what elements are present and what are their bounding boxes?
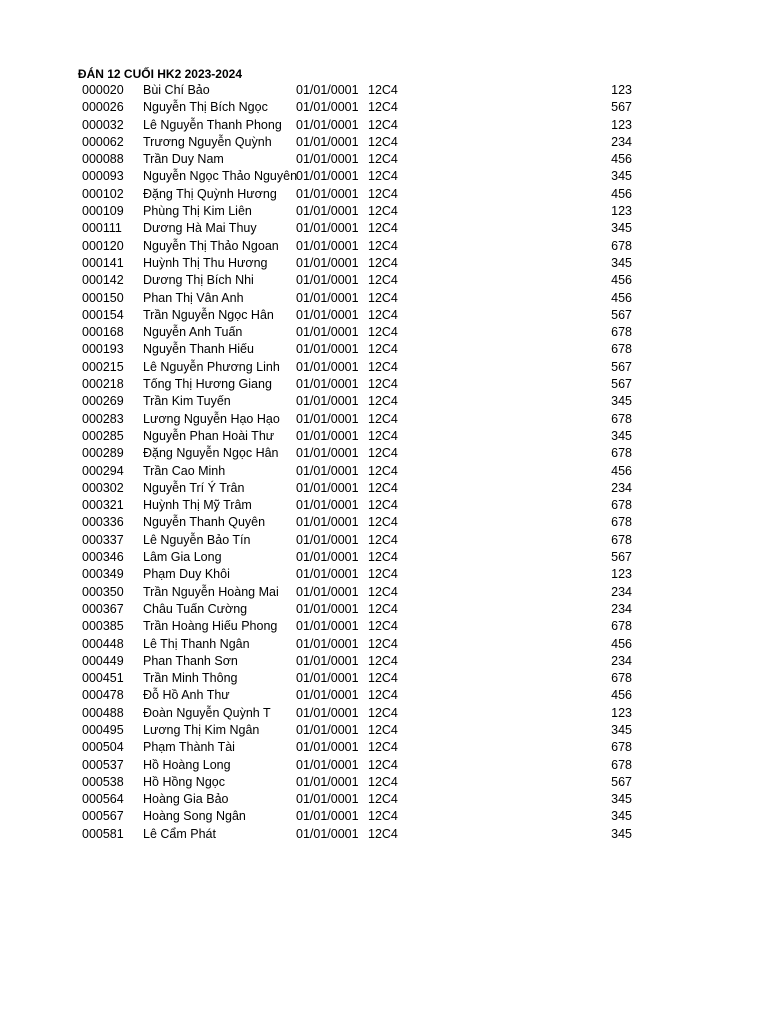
student-name-cell: Lương Thị Kim Ngân: [143, 722, 260, 737]
exam-code-cell: 345: [611, 722, 632, 737]
table-row: [0, 757, 768, 774]
birth-date-cell: 01/01/0001: [296, 480, 359, 495]
table-row: [0, 566, 768, 583]
student-id-cell: 000448: [82, 636, 124, 651]
birth-date-cell: 01/01/0001: [296, 792, 359, 807]
birth-date-cell: 01/01/0001: [296, 342, 359, 357]
exam-code-cell: 123: [611, 117, 632, 132]
birth-date-cell: 01/01/0001: [296, 826, 359, 841]
birth-date-cell: 01/01/0001: [296, 601, 359, 616]
student-id-cell: 000026: [82, 100, 124, 115]
exam-code-cell: 234: [611, 601, 632, 616]
birth-date-cell: 01/01/0001: [296, 152, 359, 167]
class-cell: 12C4: [368, 204, 398, 219]
birth-date-cell: 01/01/0001: [296, 774, 359, 789]
class-cell: 12C4: [368, 826, 398, 841]
table-row: [0, 272, 768, 289]
student-name-cell: Phan Thị Vân Anh: [143, 290, 244, 305]
birth-date-cell: 01/01/0001: [296, 238, 359, 253]
table-row: [0, 514, 768, 531]
class-cell: 12C4: [368, 567, 398, 582]
student-id-cell: 000142: [82, 273, 124, 288]
student-name-cell: Nguyễn Ngọc Thảo Nguyên: [143, 169, 298, 184]
exam-code-cell: 678: [611, 446, 632, 461]
student-id-cell: 000150: [82, 290, 124, 305]
exam-code-cell: 123: [611, 204, 632, 219]
table-row: [0, 117, 768, 134]
exam-code-cell: 345: [611, 169, 632, 184]
class-cell: 12C4: [368, 255, 398, 270]
birth-date-cell: 01/01/0001: [296, 653, 359, 668]
table-row: [0, 151, 768, 168]
student-id-cell: 000451: [82, 671, 124, 686]
student-name-cell: Lê Nguyễn Bảo Tín: [143, 532, 251, 547]
birth-date-cell: 01/01/0001: [296, 255, 359, 270]
student-id-cell: 000337: [82, 532, 124, 547]
student-name-cell: Hồ Hồng Ngọc: [143, 774, 225, 789]
exam-code-cell: 345: [611, 394, 632, 409]
student-name-cell: Đặng Nguyễn Ngọc Hân: [143, 446, 279, 461]
student-id-cell: 000294: [82, 463, 124, 478]
exam-code-cell: 345: [611, 428, 632, 443]
class-cell: 12C4: [368, 290, 398, 305]
table-row: [0, 324, 768, 341]
student-id-cell: 000349: [82, 567, 124, 582]
student-id-cell: 000567: [82, 809, 124, 824]
birth-date-cell: 01/01/0001: [296, 394, 359, 409]
birth-date-cell: 01/01/0001: [296, 307, 359, 322]
student-name-cell: Lê Nguyễn Phương Linh: [143, 359, 280, 374]
student-id-cell: 000141: [82, 255, 124, 270]
birth-date-cell: 01/01/0001: [296, 100, 359, 115]
class-cell: 12C4: [368, 619, 398, 634]
student-name-cell: Nguyễn Thị Bích Ngọc: [143, 100, 268, 115]
class-cell: 12C4: [368, 238, 398, 253]
student-name-cell: Tống Thị Hương Giang: [143, 377, 272, 392]
class-cell: 12C4: [368, 757, 398, 772]
exam-code-cell: 123: [611, 567, 632, 582]
birth-date-cell: 01/01/0001: [296, 221, 359, 236]
exam-code-cell: 456: [611, 152, 632, 167]
exam-code-cell: 678: [611, 238, 632, 253]
sheet-title-text: ĐÁN 12 CUỐI HK2 2023-2024: [77, 67, 242, 81]
table-row: [0, 497, 768, 514]
student-name-cell: Nguyễn Trí Ý Trân: [143, 480, 245, 495]
birth-date-cell: 01/01/0001: [296, 290, 359, 305]
table-row: [0, 376, 768, 393]
exam-code-cell: 234: [611, 134, 632, 149]
exam-code-cell: 234: [611, 653, 632, 668]
exam-code-cell: 234: [611, 584, 632, 599]
table-row: [0, 186, 768, 203]
table-row: [0, 549, 768, 566]
student-name-cell: Lê Thị Thanh Ngân: [143, 636, 250, 651]
birth-date-cell: 01/01/0001: [296, 671, 359, 686]
student-id-cell: 000321: [82, 498, 124, 513]
student-id-cell: 000154: [82, 307, 124, 322]
class-cell: 12C4: [368, 325, 398, 340]
birth-date-cell: 01/01/0001: [296, 83, 359, 97]
student-name-cell: Huỳnh Thị Mỹ Trâm: [143, 498, 252, 513]
student-id-cell: 000385: [82, 619, 124, 634]
exam-code-cell: 678: [611, 342, 632, 357]
student-id-cell: 000581: [82, 826, 124, 841]
table-row: [0, 722, 768, 739]
exam-code-cell: 678: [611, 515, 632, 530]
student-id-cell: 000478: [82, 688, 124, 703]
class-cell: 12C4: [368, 601, 398, 616]
table-row: [0, 808, 768, 825]
birth-date-cell: 01/01/0001: [296, 204, 359, 219]
student-name-cell: Bùi Chí Bảo: [143, 83, 210, 97]
class-cell: 12C4: [368, 221, 398, 236]
student-id-cell: 000032: [82, 117, 124, 132]
exam-code-cell: 678: [611, 532, 632, 547]
birth-date-cell: 01/01/0001: [296, 688, 359, 703]
exam-code-cell: 456: [611, 688, 632, 703]
exam-code-cell: 456: [611, 463, 632, 478]
student-id-cell: 000102: [82, 186, 124, 201]
table-row: [0, 428, 768, 445]
class-cell: 12C4: [368, 117, 398, 132]
student-id-cell: 000289: [82, 446, 124, 461]
exam-code-cell: 123: [611, 83, 632, 97]
student-name-cell: Nguyễn Thanh Quyên: [143, 515, 266, 530]
sheet-title: [0, 66, 280, 82]
student-id-cell: 000564: [82, 792, 124, 807]
student-name-cell: Đỗ Hồ Anh Thư: [143, 688, 230, 703]
student-name-cell: Trần Cao Minh: [143, 463, 226, 478]
student-id-cell: 000285: [82, 428, 124, 443]
exam-code-cell: 123: [611, 705, 632, 720]
student-id-cell: 000020: [82, 83, 124, 97]
table-row: [0, 687, 768, 704]
class-cell: 12C4: [368, 550, 398, 565]
student-id-cell: 000350: [82, 584, 124, 599]
table-row: [0, 238, 768, 255]
table-row: [0, 618, 768, 635]
exam-code-cell: 456: [611, 636, 632, 651]
table-row: [0, 653, 768, 670]
birth-date-cell: 01/01/0001: [296, 567, 359, 582]
birth-date-cell: 01/01/0001: [296, 411, 359, 426]
class-cell: 12C4: [368, 134, 398, 149]
birth-date-cell: 01/01/0001: [296, 134, 359, 149]
table-row: [0, 584, 768, 601]
birth-date-cell: 01/01/0001: [296, 186, 359, 201]
student-name-cell: Trần Minh Thông: [143, 671, 238, 686]
class-cell: 12C4: [368, 359, 398, 374]
class-cell: 12C4: [368, 100, 398, 115]
class-cell: 12C4: [368, 774, 398, 789]
table-row: [0, 411, 768, 428]
exam-code-cell: 456: [611, 290, 632, 305]
exam-code-cell: 678: [611, 757, 632, 772]
birth-date-cell: 01/01/0001: [296, 532, 359, 547]
student-id-cell: 000215: [82, 359, 124, 374]
class-cell: 12C4: [368, 498, 398, 513]
student-name-cell: Phạm Duy Khôi: [143, 567, 230, 582]
class-cell: 12C4: [368, 273, 398, 288]
table-row: [0, 636, 768, 653]
student-name-cell: Lương Nguyễn Hạo Hạo: [143, 411, 280, 426]
birth-date-cell: 01/01/0001: [296, 722, 359, 737]
table-row: [0, 739, 768, 756]
student-name-cell: Nguyễn Thanh Hiếu: [143, 342, 254, 357]
table-row: [0, 532, 768, 549]
birth-date-cell: 01/01/0001: [296, 584, 359, 599]
student-name-cell: Phạm Thành Tài: [143, 740, 235, 755]
class-cell: 12C4: [368, 705, 398, 720]
student-id-cell: 000109: [82, 204, 124, 219]
student-name-cell: Trần Kim Tuyến: [143, 394, 231, 409]
student-name-cell: Lê Cẩm Phát: [143, 826, 216, 841]
student-id-cell: 000302: [82, 480, 124, 495]
birth-date-cell: 01/01/0001: [296, 169, 359, 184]
class-cell: 12C4: [368, 636, 398, 651]
exam-code-cell: 678: [611, 619, 632, 634]
exam-code-cell: 345: [611, 221, 632, 236]
table-row: [0, 168, 768, 185]
student-id-cell: 000538: [82, 774, 124, 789]
exam-code-cell: 345: [611, 809, 632, 824]
student-name-cell: Lâm Gia Long: [143, 550, 222, 565]
student-id-cell: 000120: [82, 238, 124, 253]
table-row: [0, 601, 768, 618]
student-name-cell: Trần Nguyễn Hoàng Mai: [143, 584, 279, 599]
table-row: [0, 791, 768, 808]
exam-code-cell: 345: [611, 255, 632, 270]
student-id-cell: 000537: [82, 757, 124, 772]
table-row: [0, 203, 768, 220]
birth-date-cell: 01/01/0001: [296, 428, 359, 443]
birth-date-cell: 01/01/0001: [296, 325, 359, 340]
class-cell: 12C4: [368, 671, 398, 686]
exam-code-cell: 345: [611, 792, 632, 807]
class-cell: 12C4: [368, 688, 398, 703]
exam-code-cell: 456: [611, 186, 632, 201]
student-name-cell: Nguyễn Phan Hoài Thư: [143, 428, 275, 443]
birth-date-cell: 01/01/0001: [296, 515, 359, 530]
exam-code-cell: 456: [611, 273, 632, 288]
table-row: [0, 99, 768, 116]
birth-date-cell: 01/01/0001: [296, 273, 359, 288]
student-id-cell: 000488: [82, 705, 124, 720]
exam-code-cell: 567: [611, 359, 632, 374]
table-row: [0, 341, 768, 358]
birth-date-cell: 01/01/0001: [296, 740, 359, 755]
student-id-cell: 000283: [82, 411, 124, 426]
class-cell: 12C4: [368, 740, 398, 755]
student-id-cell: 000449: [82, 653, 124, 668]
table-row: [0, 290, 768, 307]
student-table: [0, 82, 768, 843]
exam-code-cell: 345: [611, 826, 632, 841]
table-row: [0, 774, 768, 791]
birth-date-cell: 01/01/0001: [296, 359, 359, 374]
table-row: [0, 826, 768, 843]
table-row: [0, 445, 768, 462]
birth-date-cell: 01/01/0001: [296, 705, 359, 720]
class-cell: 12C4: [368, 809, 398, 824]
class-cell: 12C4: [368, 653, 398, 668]
table-row: [0, 480, 768, 497]
class-cell: 12C4: [368, 446, 398, 461]
student-id-cell: 000336: [82, 515, 124, 530]
student-id-cell: 000346: [82, 550, 124, 565]
student-name-cell: Đặng Thị Quỳnh Hương: [143, 186, 277, 201]
table-row: [0, 393, 768, 410]
class-cell: 12C4: [368, 411, 398, 426]
exam-code-cell: 567: [611, 100, 632, 115]
birth-date-cell: 01/01/0001: [296, 117, 359, 132]
class-cell: 12C4: [368, 152, 398, 167]
student-name-cell: Nguyễn Anh Tuấn: [143, 325, 243, 340]
exam-code-cell: 678: [611, 411, 632, 426]
birth-date-cell: 01/01/0001: [296, 619, 359, 634]
student-id-cell: 000111: [82, 221, 122, 236]
student-id-cell: 000367: [82, 601, 124, 616]
birth-date-cell: 01/01/0001: [296, 757, 359, 772]
student-id-cell: 000088: [82, 152, 124, 167]
table-row: [0, 307, 768, 324]
table-row: [0, 220, 768, 237]
student-id-cell: 000193: [82, 342, 124, 357]
exam-code-cell: 678: [611, 740, 632, 755]
table-row: [0, 134, 768, 151]
birth-date-cell: 01/01/0001: [296, 550, 359, 565]
exam-code-cell: 567: [611, 774, 632, 789]
student-name-cell: Lê Nguyễn Thanh Phong: [143, 117, 282, 132]
exam-code-cell: 567: [611, 377, 632, 392]
student-name-cell: Dương Hà Mai Thuy: [143, 221, 257, 236]
class-cell: 12C4: [368, 394, 398, 409]
student-id-cell: 000495: [82, 722, 124, 737]
student-name-cell: Trần Nguyễn Ngọc Hân: [143, 307, 274, 322]
class-cell: 12C4: [368, 342, 398, 357]
student-id-cell: 000062: [82, 134, 124, 149]
student-id-cell: 000168: [82, 325, 124, 340]
student-name-cell: Đoàn Nguyễn Quỳnh T: [143, 705, 271, 720]
class-cell: 12C4: [368, 186, 398, 201]
class-cell: 12C4: [368, 307, 398, 322]
class-cell: 12C4: [368, 463, 398, 478]
student-id-cell: 000093: [82, 169, 124, 184]
student-name-cell: Phùng Thị Kim Liên: [143, 204, 252, 219]
exam-code-cell: 678: [611, 325, 632, 340]
student-name-cell: Dương Thị Bích Nhi: [143, 273, 254, 288]
class-cell: 12C4: [368, 83, 398, 97]
exam-code-cell: 678: [611, 498, 632, 513]
class-cell: 12C4: [368, 515, 398, 530]
table-row: [0, 359, 768, 376]
exam-code-cell: 234: [611, 480, 632, 495]
student-id-cell: 000504: [82, 740, 124, 755]
student-id-cell: 000269: [82, 394, 124, 409]
class-cell: 12C4: [368, 169, 398, 184]
student-name-cell: Phan Thanh Sơn: [143, 653, 238, 668]
exam-code-cell: 567: [611, 550, 632, 565]
student-name-cell: Châu Tuấn Cường: [143, 601, 248, 616]
table-row: [0, 705, 768, 722]
student-name-cell: Trương Nguyễn Quỳnh: [143, 134, 272, 149]
table-row: [0, 255, 768, 272]
student-id-cell: 000218: [82, 377, 124, 392]
student-name-cell: Hồ Hoàng Long: [143, 757, 231, 772]
student-name-cell: Trần Duy Nam: [143, 152, 224, 167]
student-name-cell: Huỳnh Thị Thu Hương: [143, 255, 268, 270]
exam-code-cell: 678: [611, 671, 632, 686]
class-cell: 12C4: [368, 428, 398, 443]
birth-date-cell: 01/01/0001: [296, 463, 359, 478]
class-cell: 12C4: [368, 532, 398, 547]
student-name-cell: Nguyễn Thị Thảo Ngoan: [143, 238, 279, 253]
student-name-cell: Hoàng Gia Bảo: [143, 792, 229, 807]
birth-date-cell: 01/01/0001: [296, 809, 359, 824]
birth-date-cell: 01/01/0001: [296, 446, 359, 461]
birth-date-cell: 01/01/0001: [296, 498, 359, 513]
student-name-cell: Trần Hoàng Hiếu Phong: [143, 619, 278, 634]
exam-code-cell: 567: [611, 307, 632, 322]
table-row: [0, 82, 768, 99]
class-cell: 12C4: [368, 722, 398, 737]
class-cell: 12C4: [368, 377, 398, 392]
student-name-cell: Hoàng Song Ngân: [143, 809, 246, 824]
class-cell: 12C4: [368, 480, 398, 495]
class-cell: 12C4: [368, 792, 398, 807]
class-cell: 12C4: [368, 584, 398, 599]
table-row: [0, 670, 768, 687]
birth-date-cell: 01/01/0001: [296, 636, 359, 651]
birth-date-cell: 01/01/0001: [296, 377, 359, 392]
table-row: [0, 463, 768, 480]
